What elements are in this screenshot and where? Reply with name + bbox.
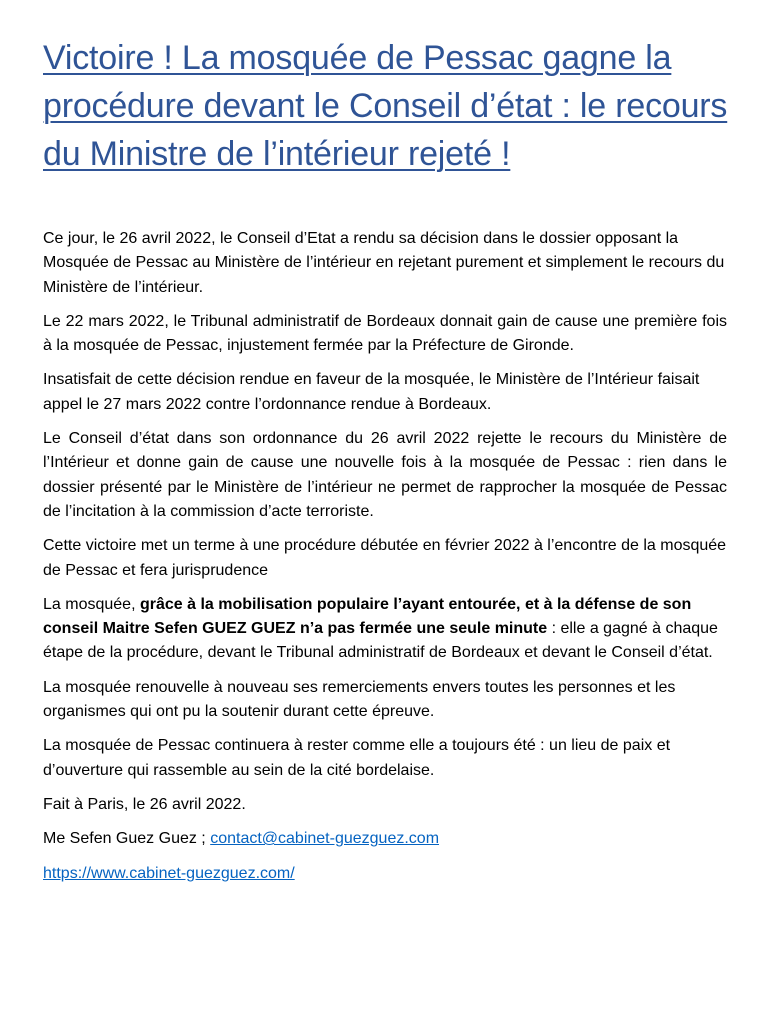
website-link[interactable]: https://www.cabinet-guezguez.com/ <box>43 864 295 882</box>
paragraph-victory: Cette victoire met un terme à une procédure débutée en février 2022 à l’encontre de la mosquée de Pessac et fera jurisprudence <box>43 537 727 579</box>
mobilisation-end: : elle a gagné à chaque étape de la procédure, devant le Tribunal administratif de Bordeaux et devant le Conseil d’état. <box>43 620 718 662</box>
mobilisation-bold: grâce à la mobilisation populaire l’ayant entourée, et à la défense de son conseil Maitre Sefen GUEZ GUEZ n’a pas fermée une seule minute <box>43 595 692 638</box>
paragraph-future: La mosquée de Pessac continuera à rester comme elle a toujours été : un lieu de paix et d’ouverture qui rassemble au sein de la cité bordelaise. <box>43 737 671 779</box>
paragraph-thanks: La mosquée renouvelle à nouveau ses remerciements envers toutes les personnes et les organismes qui ont pu la soutenir durant cette épreuve. <box>43 678 676 721</box>
paragraph-decision: Ce jour, le 26 avril 2022, le Conseil d’Etat a rendu sa décision dans le dossier opposant la Mosquée de Pessac au Ministère de l’intérieur en rejetant purement et simplement le recours du Ministère de l’intérieur. <box>43 230 725 296</box>
page-title[interactable] <box>43 34 743 178</box>
signature-line <box>43 827 727 851</box>
mobilisation-start: La mosquée, <box>43 595 140 613</box>
paragraph-mobilisation <box>43 593 727 666</box>
paragraph-conseil: Le Conseil d’état dans son ordonnance du 26 avril 2022 rejette le recours du Ministère de l’Intérieur et donne gain de cause une nouvelle fois à la mosquée de Pessac : rien dans le dossier présenté par le Ministère de l’intérieur ne permet de rapprocher la mosquée de Pessac de l’incitation à la commission d’acte terroriste. <box>43 430 727 520</box>
website-line <box>43 862 727 886</box>
signature-name: Me Sefen Guez Guez ; <box>43 830 211 848</box>
document-body <box>43 227 727 896</box>
title-link[interactable]: Victoire ! La mosquée de Pessac gagne la procédure devant le Conseil d’état : le recours du Ministre de l’intérieur rejeté ! <box>43 39 728 173</box>
email-link[interactable]: contact@cabinet-guezguez.com <box>210 830 440 848</box>
paragraph-tribunal: Le 22 mars 2022, le Tribunal administratif de Bordeaux donnait gain de cause une première fois à la mosquée de Pessac, injustement fermée par la Préfecture de Gironde. <box>43 312 727 355</box>
paragraph-appeal: Insatisfait de cette décision rendue en faveur de la mosquée, le Ministère de l’Intérieur faisait appel le 27 mars 2022 contre l’ordonnance rendue à Bordeaux. <box>43 371 700 413</box>
paragraph-date: Fait à Paris, le 26 avril 2022. <box>43 795 246 813</box>
